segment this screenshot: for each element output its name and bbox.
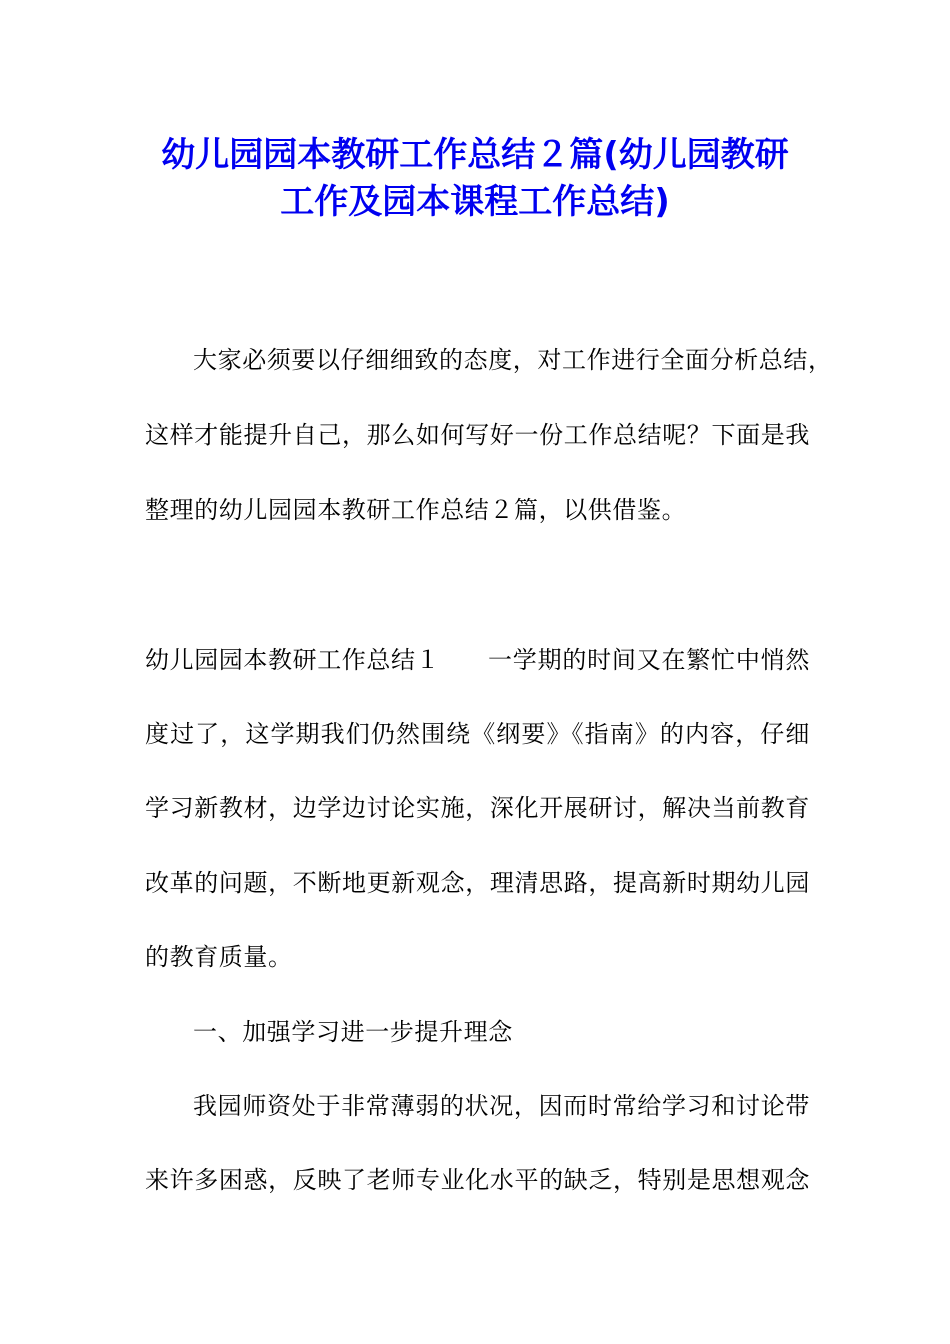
section-line-1: 一学期的时间又在繁忙中悄然 [488, 646, 810, 674]
document-title-line-1: 幼儿园园本教研工作总结２篇(幼儿园教研 [161, 135, 789, 175]
section-line-3: 学习新教材，边学边讨论实施，深化开展研讨，解决当前教育 [145, 794, 810, 822]
section-line-4: 改革的问题，不断地更新观念，理清思路，提高新时期幼儿园 [145, 869, 810, 897]
intro-line-1: 大家必须要以仔细细致的态度，对工作进行全面分析总结， [193, 346, 833, 374]
section-heading: 幼儿园园本教研工作总结１ [145, 646, 441, 674]
document-title-line-2: 工作及园本课程工作总结) [280, 182, 670, 222]
subheading: 一、加强学习进一步提升理念 [193, 1018, 513, 1046]
section-line-5: 的教育质量。 [145, 943, 293, 971]
section-line-2: 度过了，这学期我们仍然围绕《纲要》《指南》的内容，仔细 [145, 720, 810, 748]
intro-line-3: 整理的幼儿园园本教研工作总结２篇，以供借鉴。 [145, 496, 687, 524]
paragraph-line-2: 来许多困惑，反映了老师专业化水平的缺乏，特别是思想观念 [145, 1166, 810, 1194]
intro-line-2: 这样才能提升自己，那么如何写好一份工作总结呢？下面是我 [145, 421, 810, 449]
paragraph-line-1: 我园师资处于非常薄弱的状况，因而时常给学习和讨论带 [193, 1092, 810, 1120]
